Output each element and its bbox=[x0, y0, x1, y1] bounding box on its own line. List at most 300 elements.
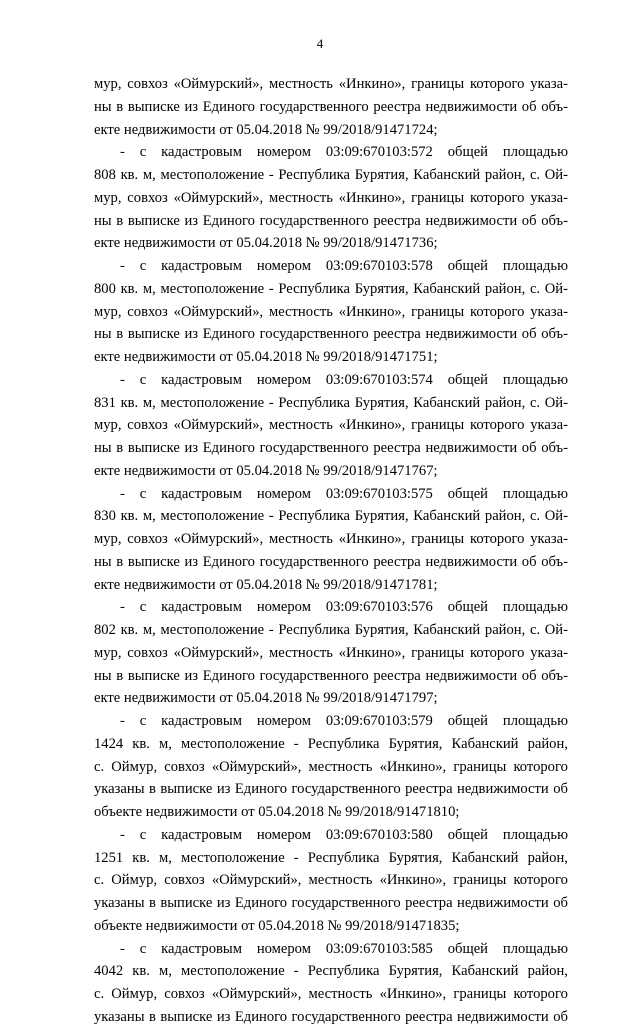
word: с. bbox=[94, 986, 105, 1002]
word: местность bbox=[269, 303, 333, 320]
word: Республика bbox=[278, 508, 351, 525]
word: границы bbox=[453, 872, 507, 889]
word: м, bbox=[159, 849, 172, 866]
word: выписке bbox=[127, 98, 180, 115]
word: указа- bbox=[530, 189, 568, 206]
word: Бурятия, bbox=[388, 963, 443, 980]
word: район, bbox=[484, 394, 526, 411]
word: 808 bbox=[94, 167, 116, 183]
text-line bbox=[94, 164, 568, 187]
word: указаны bbox=[94, 895, 145, 911]
word: кв. bbox=[120, 622, 139, 638]
word: из bbox=[184, 98, 199, 115]
word: местность bbox=[269, 417, 333, 434]
word: Ой- bbox=[544, 508, 568, 525]
word: 03:09:670103:580 bbox=[325, 826, 433, 843]
word: - bbox=[120, 485, 125, 502]
text-line bbox=[94, 460, 568, 483]
word: объ- bbox=[541, 98, 568, 115]
word: Кабанский bbox=[413, 622, 481, 638]
text-line bbox=[94, 960, 568, 983]
word: - bbox=[120, 940, 125, 957]
text-line-content: екте недвижимости от 05.04.2018 № 99/2018/91471751; bbox=[94, 349, 438, 365]
word: - bbox=[268, 280, 274, 297]
word: Ой- bbox=[544, 394, 568, 411]
word: местность bbox=[308, 986, 373, 1002]
word: об bbox=[521, 667, 537, 684]
word: Единого bbox=[234, 781, 288, 798]
text-line bbox=[94, 733, 568, 756]
word: район, bbox=[484, 508, 526, 525]
word: с. bbox=[529, 167, 541, 183]
text-line bbox=[94, 323, 568, 346]
word: выписке bbox=[127, 212, 180, 229]
word: площадью bbox=[502, 371, 568, 388]
word: мур, bbox=[94, 189, 122, 206]
word: из bbox=[184, 212, 199, 229]
text-line bbox=[94, 778, 568, 801]
word: местоположение bbox=[181, 849, 285, 866]
word: площадью bbox=[502, 485, 568, 502]
text-line bbox=[94, 187, 568, 210]
word: Единого bbox=[202, 98, 255, 115]
text-line bbox=[94, 824, 568, 847]
word: недвижимости bbox=[457, 895, 549, 911]
text-line bbox=[94, 96, 568, 119]
word: общей bbox=[447, 485, 488, 502]
word: «Инкино», bbox=[338, 417, 406, 434]
word: ны bbox=[94, 98, 112, 115]
word: с bbox=[139, 258, 147, 274]
word: границы bbox=[453, 986, 507, 1002]
word: с bbox=[139, 599, 147, 616]
word: 03:09:670103:575 bbox=[325, 485, 433, 502]
text-line bbox=[94, 915, 568, 938]
word: - bbox=[120, 371, 125, 388]
text-line bbox=[94, 551, 568, 574]
text-line bbox=[94, 938, 568, 961]
word: реестра bbox=[373, 326, 421, 343]
word: Республика bbox=[307, 963, 380, 980]
word: об bbox=[521, 326, 537, 343]
word: Кабанский bbox=[413, 394, 481, 411]
word: границы bbox=[453, 758, 507, 775]
word: выписке bbox=[160, 1008, 213, 1025]
word: «Оймурский», bbox=[173, 644, 264, 661]
word: - bbox=[120, 713, 125, 729]
word: - bbox=[120, 144, 125, 161]
word: номером bbox=[256, 144, 311, 161]
word: номером bbox=[256, 940, 311, 957]
word: местность bbox=[269, 644, 333, 661]
text-line bbox=[94, 687, 568, 710]
text-line bbox=[94, 414, 568, 437]
word: которого bbox=[469, 644, 525, 661]
text-line bbox=[94, 505, 568, 528]
word: кадастровым bbox=[161, 826, 242, 843]
word: Бурятия, bbox=[388, 849, 443, 866]
word: кадастровым bbox=[161, 371, 242, 388]
word: «Инкино», bbox=[338, 303, 406, 320]
word: реестра bbox=[373, 98, 421, 115]
word: - bbox=[293, 849, 299, 866]
word: совхоз bbox=[127, 531, 168, 547]
text-line bbox=[94, 346, 568, 369]
word: из bbox=[184, 326, 199, 343]
word: м, bbox=[142, 508, 156, 525]
word: площадью bbox=[502, 826, 568, 843]
word: общей bbox=[447, 371, 488, 388]
word: - bbox=[120, 258, 125, 274]
word: «Оймурский», bbox=[173, 417, 264, 434]
word: с bbox=[139, 371, 147, 388]
word: 831 bbox=[94, 394, 116, 411]
word: «Оймурский», bbox=[173, 303, 264, 320]
text-line bbox=[94, 301, 568, 324]
word: «Инкино», bbox=[379, 758, 447, 775]
word: номером bbox=[256, 485, 311, 502]
word: кв. bbox=[120, 280, 139, 297]
word: Ой- bbox=[544, 167, 568, 183]
word: «Оймурский», bbox=[173, 531, 264, 547]
word: «Инкино», bbox=[338, 644, 406, 661]
word: границы bbox=[411, 417, 465, 434]
word: недвижимости bbox=[425, 212, 518, 229]
word: кв. bbox=[120, 167, 139, 183]
word: - bbox=[120, 599, 125, 616]
word: Кабанский bbox=[413, 167, 481, 183]
word: с bbox=[139, 826, 147, 843]
word: 03:09:670103:585 bbox=[325, 940, 433, 957]
word: Кабанский bbox=[413, 508, 481, 525]
word: в bbox=[116, 326, 124, 343]
word: кадастровым bbox=[161, 713, 242, 729]
word: выписке bbox=[127, 553, 180, 570]
word: номером bbox=[256, 599, 311, 616]
text-line bbox=[94, 392, 568, 415]
word: - bbox=[268, 508, 274, 525]
word: с. bbox=[94, 758, 105, 775]
word: ны bbox=[94, 440, 112, 456]
word: указа- bbox=[530, 76, 568, 92]
word: номером bbox=[256, 258, 311, 274]
word: Бурятия, bbox=[388, 735, 443, 752]
word: Республика bbox=[278, 280, 351, 297]
word: с bbox=[139, 713, 147, 729]
word: реестра bbox=[373, 667, 421, 684]
word: об bbox=[521, 212, 537, 229]
word: которого bbox=[469, 531, 525, 547]
word: границы bbox=[411, 303, 465, 320]
page-number: 4 bbox=[316, 36, 324, 51]
word: Республика bbox=[307, 849, 380, 866]
word: Ой- bbox=[544, 622, 568, 638]
word: с. bbox=[529, 280, 541, 297]
word: с bbox=[139, 940, 147, 957]
text-line bbox=[94, 437, 568, 460]
word: из bbox=[216, 1008, 231, 1025]
word: об bbox=[553, 895, 568, 911]
word: 1424 bbox=[94, 735, 124, 752]
word: 03:09:670103:572 bbox=[325, 144, 433, 161]
word: Республика bbox=[278, 622, 351, 638]
word: площадью bbox=[502, 940, 568, 957]
word: Республика bbox=[278, 167, 351, 183]
word: совхоз bbox=[164, 758, 205, 775]
word: «Инкино», bbox=[379, 872, 447, 889]
word: район, bbox=[527, 963, 568, 980]
word: Единого bbox=[202, 440, 255, 456]
word: Единого bbox=[202, 326, 255, 343]
word: объ- bbox=[541, 326, 568, 343]
text-line-content: объекте недвижимости от 05.04.2018 № 99/2018/91471835; bbox=[94, 917, 460, 934]
text-line-content: екте недвижимости от 05.04.2018 № 99/2018/91471724; bbox=[94, 121, 438, 138]
word: государственного bbox=[259, 212, 369, 229]
word: «Инкино», bbox=[338, 189, 406, 206]
word: Единого bbox=[202, 667, 255, 684]
word: район, bbox=[484, 280, 526, 297]
word: которого bbox=[469, 189, 525, 206]
word: 1251 bbox=[94, 849, 124, 866]
word: с. bbox=[529, 394, 541, 411]
word: «Инкино», bbox=[338, 76, 406, 92]
word: совхоз bbox=[127, 303, 168, 320]
text-line bbox=[94, 1006, 568, 1029]
word: кадастровым bbox=[161, 258, 242, 274]
word: в bbox=[148, 781, 156, 798]
word: в bbox=[148, 1008, 156, 1025]
word: 03:09:670103:574 bbox=[325, 371, 433, 388]
word: общей bbox=[447, 258, 488, 274]
word: - bbox=[293, 735, 299, 752]
word: указа- bbox=[530, 303, 568, 320]
word: государственного bbox=[291, 1008, 401, 1025]
text-line bbox=[94, 278, 568, 301]
word: Единого bbox=[202, 553, 255, 570]
word: указаны bbox=[94, 781, 145, 798]
text-line-content: екте недвижимости от 05.04.2018 № 99/2018/91471736; bbox=[94, 235, 438, 252]
text-line bbox=[94, 141, 568, 164]
word: 800 bbox=[94, 280, 116, 297]
word: - bbox=[120, 826, 125, 843]
word: м, bbox=[142, 280, 156, 297]
word: район, bbox=[484, 167, 526, 183]
word: Кабанский bbox=[451, 849, 519, 866]
word: Бурятия, bbox=[354, 167, 409, 183]
word: Единого bbox=[234, 1008, 288, 1025]
text-line-content: екте недвижимости от 05.04.2018 № 99/2018/91471797; bbox=[94, 690, 438, 707]
word: реестра bbox=[405, 895, 453, 911]
word: мур, bbox=[94, 417, 122, 434]
word: м, bbox=[142, 167, 156, 183]
word: кадастровым bbox=[161, 144, 242, 161]
word: границы bbox=[411, 531, 465, 547]
word: местность bbox=[269, 531, 333, 547]
word: «Инкино», bbox=[379, 986, 447, 1002]
word: мур, bbox=[94, 644, 122, 661]
word: государственного bbox=[291, 781, 401, 798]
word: в bbox=[116, 98, 124, 115]
word: об bbox=[521, 98, 537, 115]
word: с bbox=[139, 485, 147, 502]
word: государственного bbox=[259, 553, 369, 570]
word: район, bbox=[527, 735, 568, 752]
word: Кабанский bbox=[413, 280, 481, 297]
word: в bbox=[116, 553, 124, 570]
word: совхоз bbox=[127, 417, 168, 434]
word: об bbox=[521, 553, 537, 570]
word: совхоз bbox=[127, 189, 168, 206]
word: площадью bbox=[502, 713, 568, 729]
word: местоположение bbox=[181, 963, 285, 980]
word: Республика bbox=[278, 394, 351, 411]
word: 03:09:670103:579 bbox=[325, 713, 433, 729]
word: местоположение bbox=[160, 167, 265, 183]
text-line bbox=[94, 619, 568, 642]
word: которого bbox=[513, 986, 568, 1002]
word: 03:09:670103:576 bbox=[325, 599, 433, 616]
text-line bbox=[94, 369, 568, 392]
word: которого bbox=[469, 303, 525, 320]
word: из bbox=[216, 781, 231, 798]
word: с bbox=[139, 144, 147, 161]
text-line bbox=[94, 983, 568, 1006]
word: общей bbox=[447, 826, 488, 843]
word: об bbox=[553, 1008, 568, 1025]
word: объ- bbox=[541, 440, 568, 456]
word: которого bbox=[469, 417, 525, 434]
word: «Оймурский», bbox=[211, 986, 302, 1002]
word: недвижимости bbox=[425, 326, 518, 343]
word: местность bbox=[269, 189, 333, 206]
text-line bbox=[94, 756, 568, 779]
word: которого bbox=[469, 76, 525, 92]
word: государственного bbox=[259, 326, 369, 343]
word: кадастровым bbox=[161, 599, 242, 616]
word: район, bbox=[484, 622, 526, 638]
text-line bbox=[94, 801, 568, 824]
word: общей bbox=[447, 940, 488, 957]
word: «Оймурский», bbox=[173, 76, 264, 92]
text-line bbox=[94, 574, 568, 597]
word: об bbox=[553, 781, 568, 798]
word: местоположение bbox=[160, 394, 265, 411]
text-line-content: объекте недвижимости от 05.04.2018 № 99/2018/91471810; bbox=[94, 804, 460, 820]
word: из bbox=[216, 895, 231, 911]
word: недвижимости bbox=[425, 440, 518, 456]
word: об bbox=[521, 440, 537, 456]
word: с. bbox=[94, 872, 105, 889]
word: объ- bbox=[541, 667, 568, 684]
word: общей bbox=[447, 713, 488, 729]
word: площадью bbox=[502, 258, 568, 274]
word: реестра bbox=[373, 212, 421, 229]
word: выписке bbox=[127, 326, 180, 343]
text-line bbox=[94, 255, 568, 278]
word: с. bbox=[529, 508, 541, 525]
text-line bbox=[94, 73, 568, 96]
text-line-content: екте недвижимости от 05.04.2018 № 99/2018/91471781; bbox=[94, 576, 438, 593]
word: ны bbox=[94, 326, 112, 343]
word: из bbox=[184, 667, 199, 684]
text-line bbox=[94, 869, 568, 892]
word: кадастровым bbox=[161, 485, 242, 502]
word: совхоз bbox=[127, 76, 168, 92]
word: Бурятия, bbox=[354, 394, 409, 411]
word: площадью bbox=[502, 599, 568, 616]
word: реестра bbox=[405, 781, 453, 798]
word: совхоз bbox=[164, 872, 205, 889]
word: совхоз bbox=[127, 644, 168, 661]
word: местоположение bbox=[181, 735, 285, 752]
word: указа- bbox=[530, 644, 568, 661]
word: мур, bbox=[94, 531, 122, 547]
word: кв. bbox=[120, 508, 139, 525]
word: кадастровым bbox=[161, 940, 242, 957]
word: - bbox=[293, 963, 299, 980]
word: местность bbox=[308, 758, 373, 775]
word: реестра bbox=[405, 1008, 453, 1025]
word: м, bbox=[159, 735, 172, 752]
word: Единого bbox=[234, 895, 288, 911]
word: общей bbox=[447, 599, 488, 616]
word: ны bbox=[94, 667, 112, 684]
word: Бурятия, bbox=[354, 280, 409, 297]
word: выписке bbox=[127, 667, 180, 684]
word: мур, bbox=[94, 76, 122, 92]
word: м, bbox=[142, 622, 156, 638]
text-line bbox=[94, 210, 568, 233]
word: границы bbox=[411, 189, 465, 206]
word: номером bbox=[256, 371, 311, 388]
word: м, bbox=[159, 963, 172, 980]
word: местоположение bbox=[160, 622, 265, 638]
word: номером bbox=[256, 713, 311, 729]
word: объ- bbox=[541, 553, 568, 570]
word: указаны bbox=[94, 1008, 145, 1025]
word: Кабанский bbox=[451, 963, 519, 980]
word: площадью bbox=[502, 144, 568, 161]
text-line bbox=[94, 119, 568, 142]
word: с. bbox=[529, 622, 541, 638]
word: кв. bbox=[120, 394, 139, 411]
document-body bbox=[94, 73, 568, 1029]
word: государственного bbox=[259, 440, 369, 456]
word: выписке bbox=[160, 781, 213, 798]
word: указа- bbox=[530, 417, 568, 434]
word: Кабанский bbox=[451, 735, 519, 752]
word: недвижимости bbox=[457, 1008, 549, 1025]
text-line bbox=[94, 892, 568, 915]
word: Оймур, bbox=[111, 758, 158, 775]
word: объ- bbox=[541, 212, 568, 229]
word: Единого bbox=[202, 212, 255, 229]
word: в bbox=[148, 895, 156, 911]
word: номером bbox=[256, 826, 311, 843]
word: общей bbox=[447, 144, 488, 161]
word: - bbox=[268, 622, 274, 638]
word: Ой- bbox=[544, 280, 568, 297]
text-line bbox=[94, 710, 568, 733]
word: в bbox=[116, 440, 124, 456]
word: 03:09:670103:578 bbox=[325, 258, 433, 274]
word: ны bbox=[94, 553, 112, 570]
word: реестра bbox=[373, 440, 421, 456]
word: 802 bbox=[94, 622, 116, 638]
text-line bbox=[94, 232, 568, 255]
word: из bbox=[184, 440, 199, 456]
word: кв. bbox=[132, 849, 150, 866]
